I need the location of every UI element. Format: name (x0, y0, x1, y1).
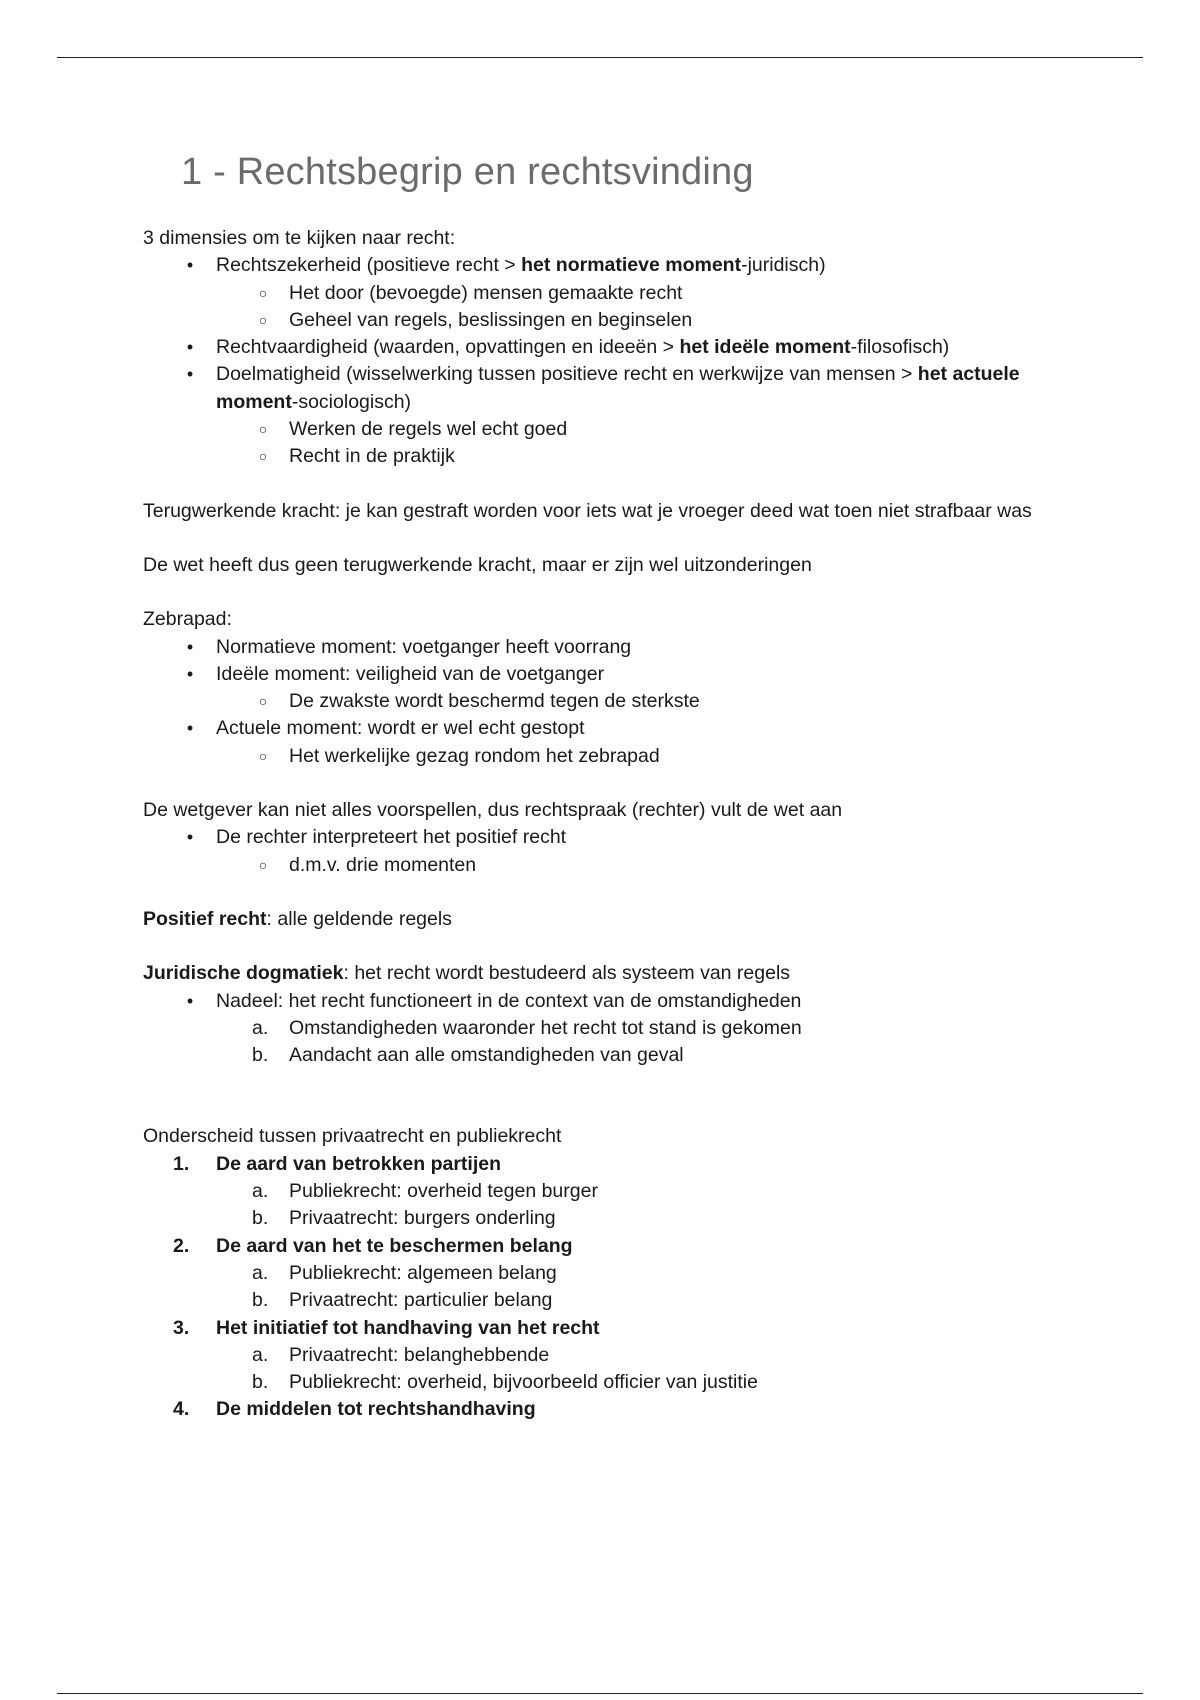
sub-list-item: a. Omstandigheden waaronder het recht tot stand is gekomen (252, 1016, 802, 1039)
document-body (143, 225, 1063, 1424)
zebrapad-list (143, 634, 1063, 770)
bullet-icon: • (186, 364, 194, 385)
sub-list-item: ○ Recht in de praktijk (216, 443, 1063, 470)
page-title: 1 - Rechtsbegrip en rechtsvinding (181, 151, 754, 193)
wetgever-intro: De wetgever kan niet alles voorspellen, dus rechtspraak (rechter) vult de wet aan (143, 799, 843, 822)
dogmatiek-list (143, 988, 1063, 1070)
wetgever-list (143, 824, 1063, 879)
sub-list-item: a. Publiekrecht: algemeen belang (252, 1261, 557, 1284)
list-item: • De rechter interpreteert het positief recht ○ d.m.v. drie momenten (143, 824, 1063, 879)
list-item: • Ideële moment: veiligheid van de voetganger ○ De zwakste wordt beschermd tegen de sterkste (143, 661, 1063, 716)
sub-list-item: b. Aandacht aan alle omstandigheden van geval (252, 1044, 684, 1067)
sub-list-item: ○ Geheel van regels, beslissingen en beginselen (216, 307, 1063, 334)
numbered-item: 3. Het initiatief tot handhaving van het recht a. Privaatrecht: belanghebbende b. Publiekrecht: overheid, bijvoorbeeld officier van justitie (143, 1315, 1063, 1397)
circle-bullet-icon: ○ (258, 448, 268, 465)
sub-list-item: b. Publiekrecht: overheid, bijvoorbeeld officier van justitie (252, 1371, 758, 1394)
zebrapad-intro: Zebrapad: (143, 608, 232, 631)
sub-list-item: b. Privaatrecht: burgers onderling (252, 1207, 556, 1230)
circle-bullet-icon: ○ (258, 311, 268, 328)
sub-list-item: a. Publiekrecht: overheid tegen burger (252, 1180, 598, 1203)
list-item: • Doelmatigheid (wisselwerking tussen positieve recht en werkwijze van mensen > het actuele moment-sociologisch) ○ Werken de regels wel echt goed ○ Recht in de praktijk (143, 361, 1063, 470)
sub-list-item: a. Privaatrecht: belanghebbende (252, 1343, 550, 1366)
list-item: • Nadeel: het recht functioneert in de context van de omstandigheden a. Omstandigheden waaronder het recht tot stand is gekomen b. Aandacht aan alle omstandigheden van geval (143, 988, 1063, 1070)
list-item: • Actuele moment: wordt er wel echt gestopt ○ Het werkelijke gezag rondom het zebrapad (143, 715, 1063, 770)
numbered-item: 1. De aard van betrokken partijen a. Publiekrecht: overheid tegen burger b. Privaatrecht: burgers onderling (143, 1151, 1063, 1233)
wet-paragraph: De wet heeft dus geen terugwerkende kracht, maar er zijn wel uitzonderingen (143, 553, 812, 576)
circle-bullet-icon: ○ (258, 856, 268, 873)
sub-list-item: ○ Werken de regels wel echt goed (216, 416, 1063, 443)
terugwerkende-kracht: Terugwerkende kracht: je kan gestraft worden voor iets wat je vroeger deed wat toen niet strafbaar was (143, 499, 1032, 522)
bullet-icon: • (186, 337, 194, 358)
dimensies-list (143, 252, 1063, 470)
sub-list-item: ○ Het werkelijke gezag rondom het zebrapad (216, 743, 1063, 770)
onderscheid-list (143, 1151, 1063, 1424)
bullet-icon: • (186, 663, 194, 684)
list-item: • Normatieve moment: voetganger heeft voorrang (143, 634, 1063, 661)
numbered-item: 4. De middelen tot rechtshandhaving (173, 1398, 536, 1421)
onderscheid-intro: Onderscheid tussen privaatrecht en publiekrecht (143, 1125, 562, 1148)
footer-rule (57, 1693, 1143, 1694)
positief-recht-definition: Positief recht: alle geldende regels (143, 907, 452, 930)
circle-bullet-icon: ○ (258, 421, 268, 438)
bullet-icon: • (186, 827, 194, 848)
list-item: • Rechtszekerheid (positieve recht > het normatieve moment-juridisch) ○ Het door (bevoegde) mensen gemaakte recht ○ Geheel van regels, beslissingen en beginselen (143, 252, 1063, 334)
sub-list-item: ○ d.m.v. drie momenten (216, 852, 1063, 879)
sub-list-item: ○ De zwakste wordt beschermd tegen de sterkste (216, 688, 1063, 715)
header-rule (57, 57, 1143, 58)
circle-bullet-icon: ○ (258, 747, 268, 764)
bullet-icon: • (186, 718, 194, 739)
bullet-icon: • (186, 636, 194, 657)
sub-list-item: b. Privaatrecht: particulier belang (252, 1289, 553, 1312)
bullet-icon: • (186, 255, 194, 276)
list-item: • Rechtvaardigheid (waarden, opvattingen en ideeën > het ideële moment-filosofisch) (143, 334, 1063, 361)
numbered-item: 2. De aard van het te beschermen belang a. Publiekrecht: algemeen belang b. Privaatrecht: particulier belang (143, 1233, 1063, 1315)
circle-bullet-icon: ○ (258, 284, 268, 301)
juridische-dogmatiek-definition: Juridische dogmatiek: het recht wordt bestudeerd als systeem van regels (143, 962, 791, 985)
sub-list-item: ○ Het door (bevoegde) mensen gemaakte recht (216, 280, 1063, 307)
dimensies-intro: 3 dimensies om te kijken naar recht: (143, 227, 456, 249)
circle-bullet-icon: ○ (258, 693, 268, 710)
bullet-icon: • (186, 990, 194, 1011)
